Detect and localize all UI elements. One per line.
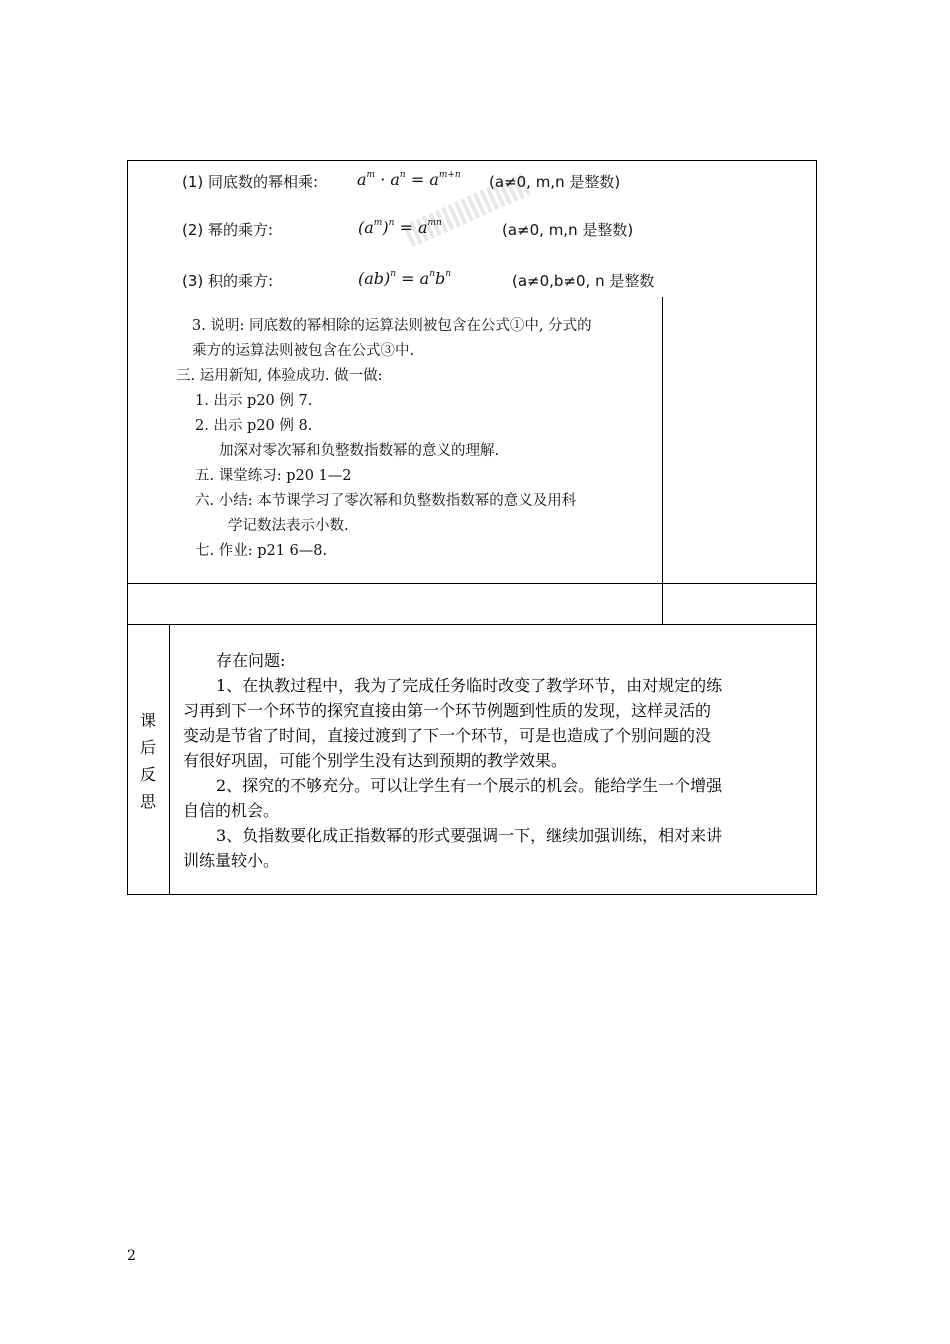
table-left-border <box>127 160 128 895</box>
reflection-line-6: 自信的机会。 <box>183 801 280 820</box>
list-item-2-detail: 加深对零次幂和负整数指数幂的意义的理解. <box>219 443 500 459</box>
formula-expression: $(ab)^n = a^nb^n$ <box>358 268 452 288</box>
list-item-2: 2. 出示 p20 例 8. <box>195 418 313 434</box>
reflection-line-7: 3、负指数要化成正指数幂的形式要强调一下，继续加强训练，相对来讲 <box>216 826 723 845</box>
reflection-line-3: 变动是节省了时间，直接过渡到了下一个环节，可是也造成了个别问题的没 <box>183 726 712 745</box>
note-line-1: 3. 说明: 同底数的幂相除的运算法则被包含在公式①中, 分式的 <box>192 318 592 334</box>
formula-label: (1) 同底数的幂相乘: <box>182 173 319 191</box>
formula-condition: (a≠0, m,n 是整数) <box>502 221 634 239</box>
table-inner-vertical <box>662 297 663 624</box>
reflection-line-1: 1、在执教过程中，我为了完成任务临时改变了教学环节，由对规定的练 <box>216 676 723 695</box>
reflection-heading: 存在问题: <box>216 651 286 670</box>
reflection-side-label: 课 后 反 思 <box>139 711 156 811</box>
side-label-divider <box>169 624 170 895</box>
reflection-line-8: 训练量较小。 <box>183 851 280 870</box>
formula-expression: $(a^m)^n = a^{mn}$ <box>358 217 442 237</box>
reflection-line-4: 有很好巩固，可能个别学生没有达到预期的教学效果。 <box>183 751 568 770</box>
note-line-2: 乘方的运算法则被包含在公式③中. <box>192 343 415 359</box>
section-homework: 七. 作业: p21 6—8. <box>195 543 328 559</box>
formula-label: (3) 积的乘方: <box>182 272 274 290</box>
reflection-line-2: 习再到下一个环节的探究直接由第一个环节例题到性质的发现，这样灵活的 <box>183 701 712 720</box>
formula-expression: $a^m \cdot a^n = a^{m+n}$ <box>357 169 461 189</box>
table-row-divider-2 <box>127 624 817 625</box>
table-top-border <box>127 160 817 161</box>
formula-condition: (a≠0, m,n 是整数) <box>489 173 621 191</box>
section-practice: 五. 课堂练习: p20 1—2 <box>195 468 352 484</box>
section-summary-line-1: 六. 小结: 本节课学习了零次幂和负整数指数幂的意义及用科 <box>195 493 577 509</box>
list-item-1: 1. 出示 p20 例 7. <box>195 393 313 409</box>
reflection-line-5: 2、探究的不够充分。可以让学生有一个展示的机会。能给学生一个增强 <box>216 776 723 795</box>
formula-label: (2) 幂的乘方: <box>182 221 274 239</box>
table-bottom-border <box>127 894 817 895</box>
table-row-divider-1 <box>127 583 817 584</box>
table-right-border <box>816 160 817 895</box>
page-number: 2 <box>127 1248 136 1264</box>
formula-condition: (a≠0,b≠0, n 是整数 <box>512 272 655 290</box>
section-heading-3: 三. 运用新知, 体验成功. 做一做: <box>176 368 383 384</box>
section-summary-line-2: 学记数法表示小数. <box>228 518 349 534</box>
